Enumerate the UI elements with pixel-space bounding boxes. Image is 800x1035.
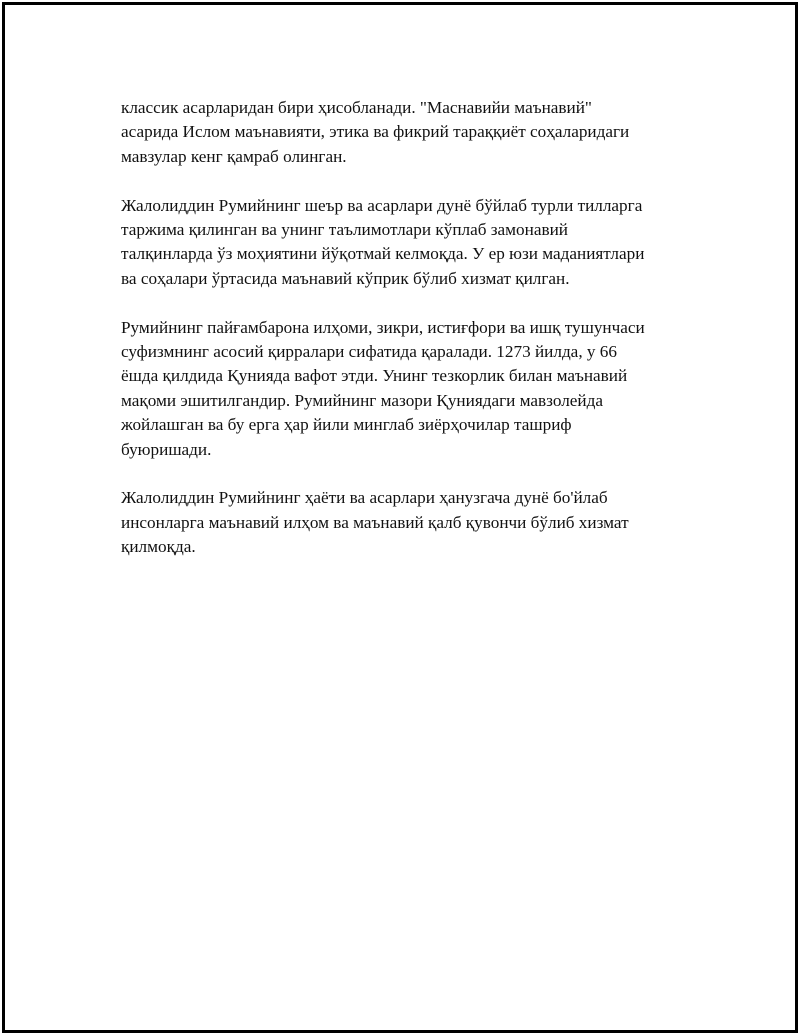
text-line: ва соҳалари ўртасида маънавий кўприк бўлиб хизмат қилган. bbox=[121, 268, 570, 288]
paragraph-2 bbox=[121, 194, 711, 292]
text-line: Жалолиддин Румийнинг шеър ва асарлари дунё бўйлаб турли тилларга bbox=[121, 195, 643, 215]
text-line: суфизмнинг асосий қирралари сифатида қаралади. 1273 йилда, у 66 bbox=[121, 342, 617, 362]
text-line: мақоми эшитилгандир. Румийнинг мазори Қуниядаги мавзолейда bbox=[121, 390, 603, 410]
text-line: асарида Ислом маънавияти, этика ва фикрий тараққиёт соҳаларидаги bbox=[121, 122, 630, 142]
text-line: жойлашган ва бу ерга ҳар йили минглаб зиёрҳочилар ташриф bbox=[121, 415, 572, 435]
text-line: классик асарларидан бири ҳисобланади. "Маснавийи маънавий" bbox=[121, 98, 592, 117]
document-body bbox=[121, 96, 711, 584]
text-line: қилмоқда. bbox=[121, 537, 196, 557]
text-line: ёшда қилдида Қунияда вафот этди. Унинг тезкорлик билан маънавий bbox=[121, 366, 628, 386]
paragraph-3 bbox=[121, 316, 711, 462]
text-line: талқинларда ўз моҳиятини йўқотмай келмоқда. У ер юзи маданиятлари bbox=[121, 244, 645, 264]
text-line: Румийнинг пайғамбарона илҳоми, зикри, истиғфори ва ишқ тушунчаси bbox=[121, 317, 645, 337]
text-line: инсонларга маънавий илҳом ва маънавий қалб қувончи бўлиб хизмат bbox=[121, 512, 629, 532]
paragraph-4 bbox=[121, 486, 711, 559]
text-line: Жалолиддин Румийнинг ҳаёти ва асарлари ҳанузгача дунё бо'йлаб bbox=[121, 488, 608, 508]
paragraph-1 bbox=[121, 96, 711, 169]
document-page bbox=[2, 2, 798, 1033]
text-line: таржима қилинган ва унинг таълимотлари кўплаб замонавий bbox=[121, 220, 568, 240]
text-line: буюришади. bbox=[121, 439, 212, 459]
text-line: мавзулар кенг қамраб олинган. bbox=[121, 146, 347, 166]
